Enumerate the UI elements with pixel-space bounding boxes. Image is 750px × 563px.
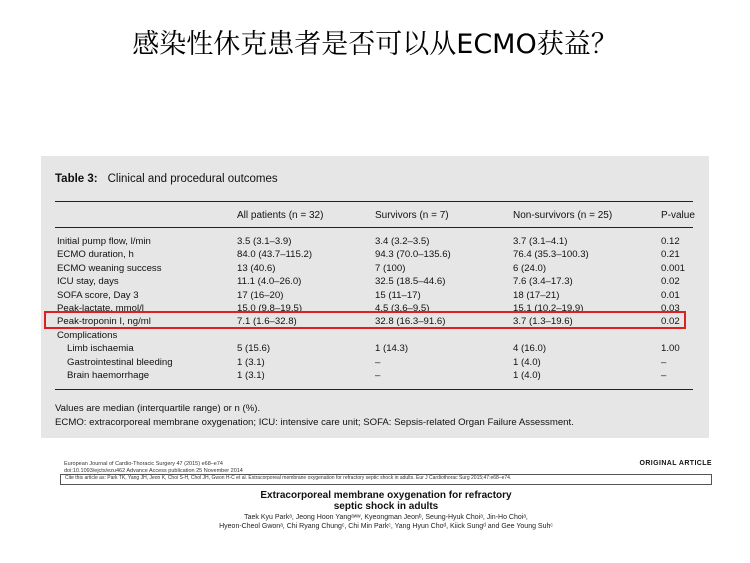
table-row	[41, 276, 709, 289]
cell-all: 15.0 (9.8–19.5)	[237, 303, 303, 314]
cell-non: 1 (4.0)	[513, 356, 541, 368]
footnote-values: Values are median (interquartile range) or n (%).	[55, 403, 261, 414]
cell-label: Gastrointestinal bleeding	[67, 356, 173, 368]
paper-title	[60, 490, 712, 512]
cell-label: Peak-lactate, mmol/l	[57, 303, 144, 314]
highlight-box-troponin	[44, 311, 686, 329]
cell-p: 0.02	[661, 276, 680, 288]
cell-non: 6 (24.0)	[513, 262, 547, 274]
table-row	[41, 357, 709, 370]
header-all-patients: All patients (n = 32)	[237, 210, 324, 221]
bottom-rule	[55, 389, 693, 390]
cell-all: 1 (3.1)	[237, 370, 265, 381]
slide-title: 感染性休克患者是否可以从ECMO获益？	[132, 29, 618, 60]
table-caption: Clinical and procedural outcomes	[107, 173, 278, 185]
cell-label: Initial pump flow, l/min	[57, 236, 151, 247]
top-rule	[55, 201, 693, 202]
cell-all: 3.5 (3.1–3.9)	[237, 236, 292, 247]
original-article-label: ORIGINAL ARTICLE	[639, 460, 712, 467]
cell-all: 7.1 (1.6–32.8)	[237, 316, 297, 328]
cell-all: 11.1 (4.0–26.0)	[237, 276, 302, 288]
cell-surv: 32.5 (18.5–44.6)	[375, 276, 446, 288]
cell-surv: 7 (100)	[375, 262, 406, 274]
cell-label: Brain haemorrhage	[67, 370, 150, 381]
cell-p: 0.21	[661, 249, 680, 261]
header-rule	[55, 227, 693, 228]
table-label: Table 3:	[55, 173, 98, 185]
authors-line-1: Taek Kyu Parkᵃ, Jeong Hoon Yangᵃʷʷ, Kyeongman Jeonᵇ, Seung-Hyuk Choiᵃ, Jin-Ho Choiᵃ,	[244, 514, 528, 521]
cell-all: 17 (16–20)	[237, 289, 284, 301]
cell-label: Limb ischaemia	[67, 343, 134, 355]
cell-non: 3.7 (1.3–19.6)	[513, 316, 573, 328]
cell-surv: 4.5 (3.6–9.5)	[375, 303, 430, 314]
cell-surv: 3.4 (3.2–3.5)	[375, 236, 430, 247]
cell-label: ICU stay, days	[57, 276, 119, 288]
cell-all: 84.0 (43.7–115.2)	[237, 249, 313, 261]
cell-non: 1 (4.0)	[513, 370, 541, 381]
journal-line-1: European Journal of Cardio-Thoracic Surgery 47 (2015) e68–e74	[64, 461, 223, 467]
header-survivors: Survivors (n = 7)	[375, 210, 449, 221]
journal-line-2: doi:10.1093/ejcts/ezu462 Advance Access publication 25 November 2014	[64, 468, 243, 474]
cell-surv: 15 (11–17)	[375, 289, 421, 301]
citation-box: Cite this article as: Park TK, Yang JH, Jeon K, Choi S-H, Chol JH, Gwon H-C et al. Extracorporeal membrane oxygenation for refractory septic shock in adults. Eur J Cardiothorac Surg 2015;47:e68–e74.	[60, 474, 712, 485]
cell-p: –	[661, 356, 667, 368]
cell-non: 18 (17–21)	[513, 289, 560, 301]
table-panel	[41, 156, 709, 438]
cell-surv: –	[375, 370, 381, 381]
journal-info	[64, 461, 243, 475]
paper-header	[60, 455, 712, 530]
header-non-survivors: Non-survivors (n = 25)	[513, 210, 613, 221]
paper-title-line-2: septic shock in adults	[333, 501, 439, 512]
cell-p: 0.001	[661, 262, 686, 274]
cell-all: 13 (40.6)	[237, 262, 276, 274]
cell-non: 3.7 (3.1–4.1)	[513, 236, 568, 247]
cell-all: 1 (3.1)	[237, 356, 265, 368]
paper-title-line-1: Extracorporeal membrane oxygenation for refractory	[260, 490, 512, 501]
cell-p: 0.02	[661, 316, 680, 328]
cell-surv: 32.8 (16.3–91.6)	[375, 316, 446, 328]
cell-label: Peak-troponin I, ng/ml	[57, 316, 151, 328]
paper-authors	[60, 513, 712, 531]
cell-label: Complications	[57, 329, 118, 341]
cell-non: 4 (16.0)	[513, 343, 547, 355]
table-row	[41, 370, 709, 383]
cell-p: 0.01	[661, 289, 680, 301]
cell-p: 0.03	[661, 303, 680, 314]
cell-p: 0.12	[661, 236, 680, 247]
cell-non: 15.1 (10.2–19.9)	[513, 303, 584, 314]
table-row	[41, 263, 709, 276]
authors-line-2: Hyeon-Cheol Gwonᵃ, Chi Ryang Chungᶜ, Chi Min Parkᶜ, Yang Hyun Choᵈ, Kiick Sungᵈ and Gee Young Suhᶜ	[219, 523, 553, 530]
cell-non: 7.6 (3.4–17.3)	[513, 276, 573, 288]
cell-label: ECMO duration, h	[57, 249, 134, 261]
cell-surv: –	[375, 356, 381, 368]
table-row	[41, 249, 709, 262]
cell-surv: 94.3 (70.0–135.6)	[375, 249, 451, 261]
cell-all: 5 (15.6)	[237, 343, 271, 355]
cell-non: 76.4 (35.3–100.3)	[513, 249, 589, 261]
cell-label: SOFA score, Day 3	[57, 289, 139, 301]
table-row	[41, 343, 709, 356]
cell-label: ECMO weaning success	[57, 262, 162, 274]
header-p-value: P-value	[661, 210, 695, 221]
cell-p: –	[661, 370, 667, 381]
table-title	[55, 173, 278, 185]
table-row	[41, 290, 709, 303]
table-row	[41, 236, 709, 249]
footnote-abbreviations: ECMO: extracorporeal membrane oxygenation; ICU: intensive care unit; SOFA: Sepsis-related Organ Failure Assessment.	[55, 417, 574, 428]
table-row	[41, 330, 709, 343]
cell-p: 1.00	[661, 343, 680, 355]
cell-surv: 1 (14.3)	[375, 343, 409, 355]
